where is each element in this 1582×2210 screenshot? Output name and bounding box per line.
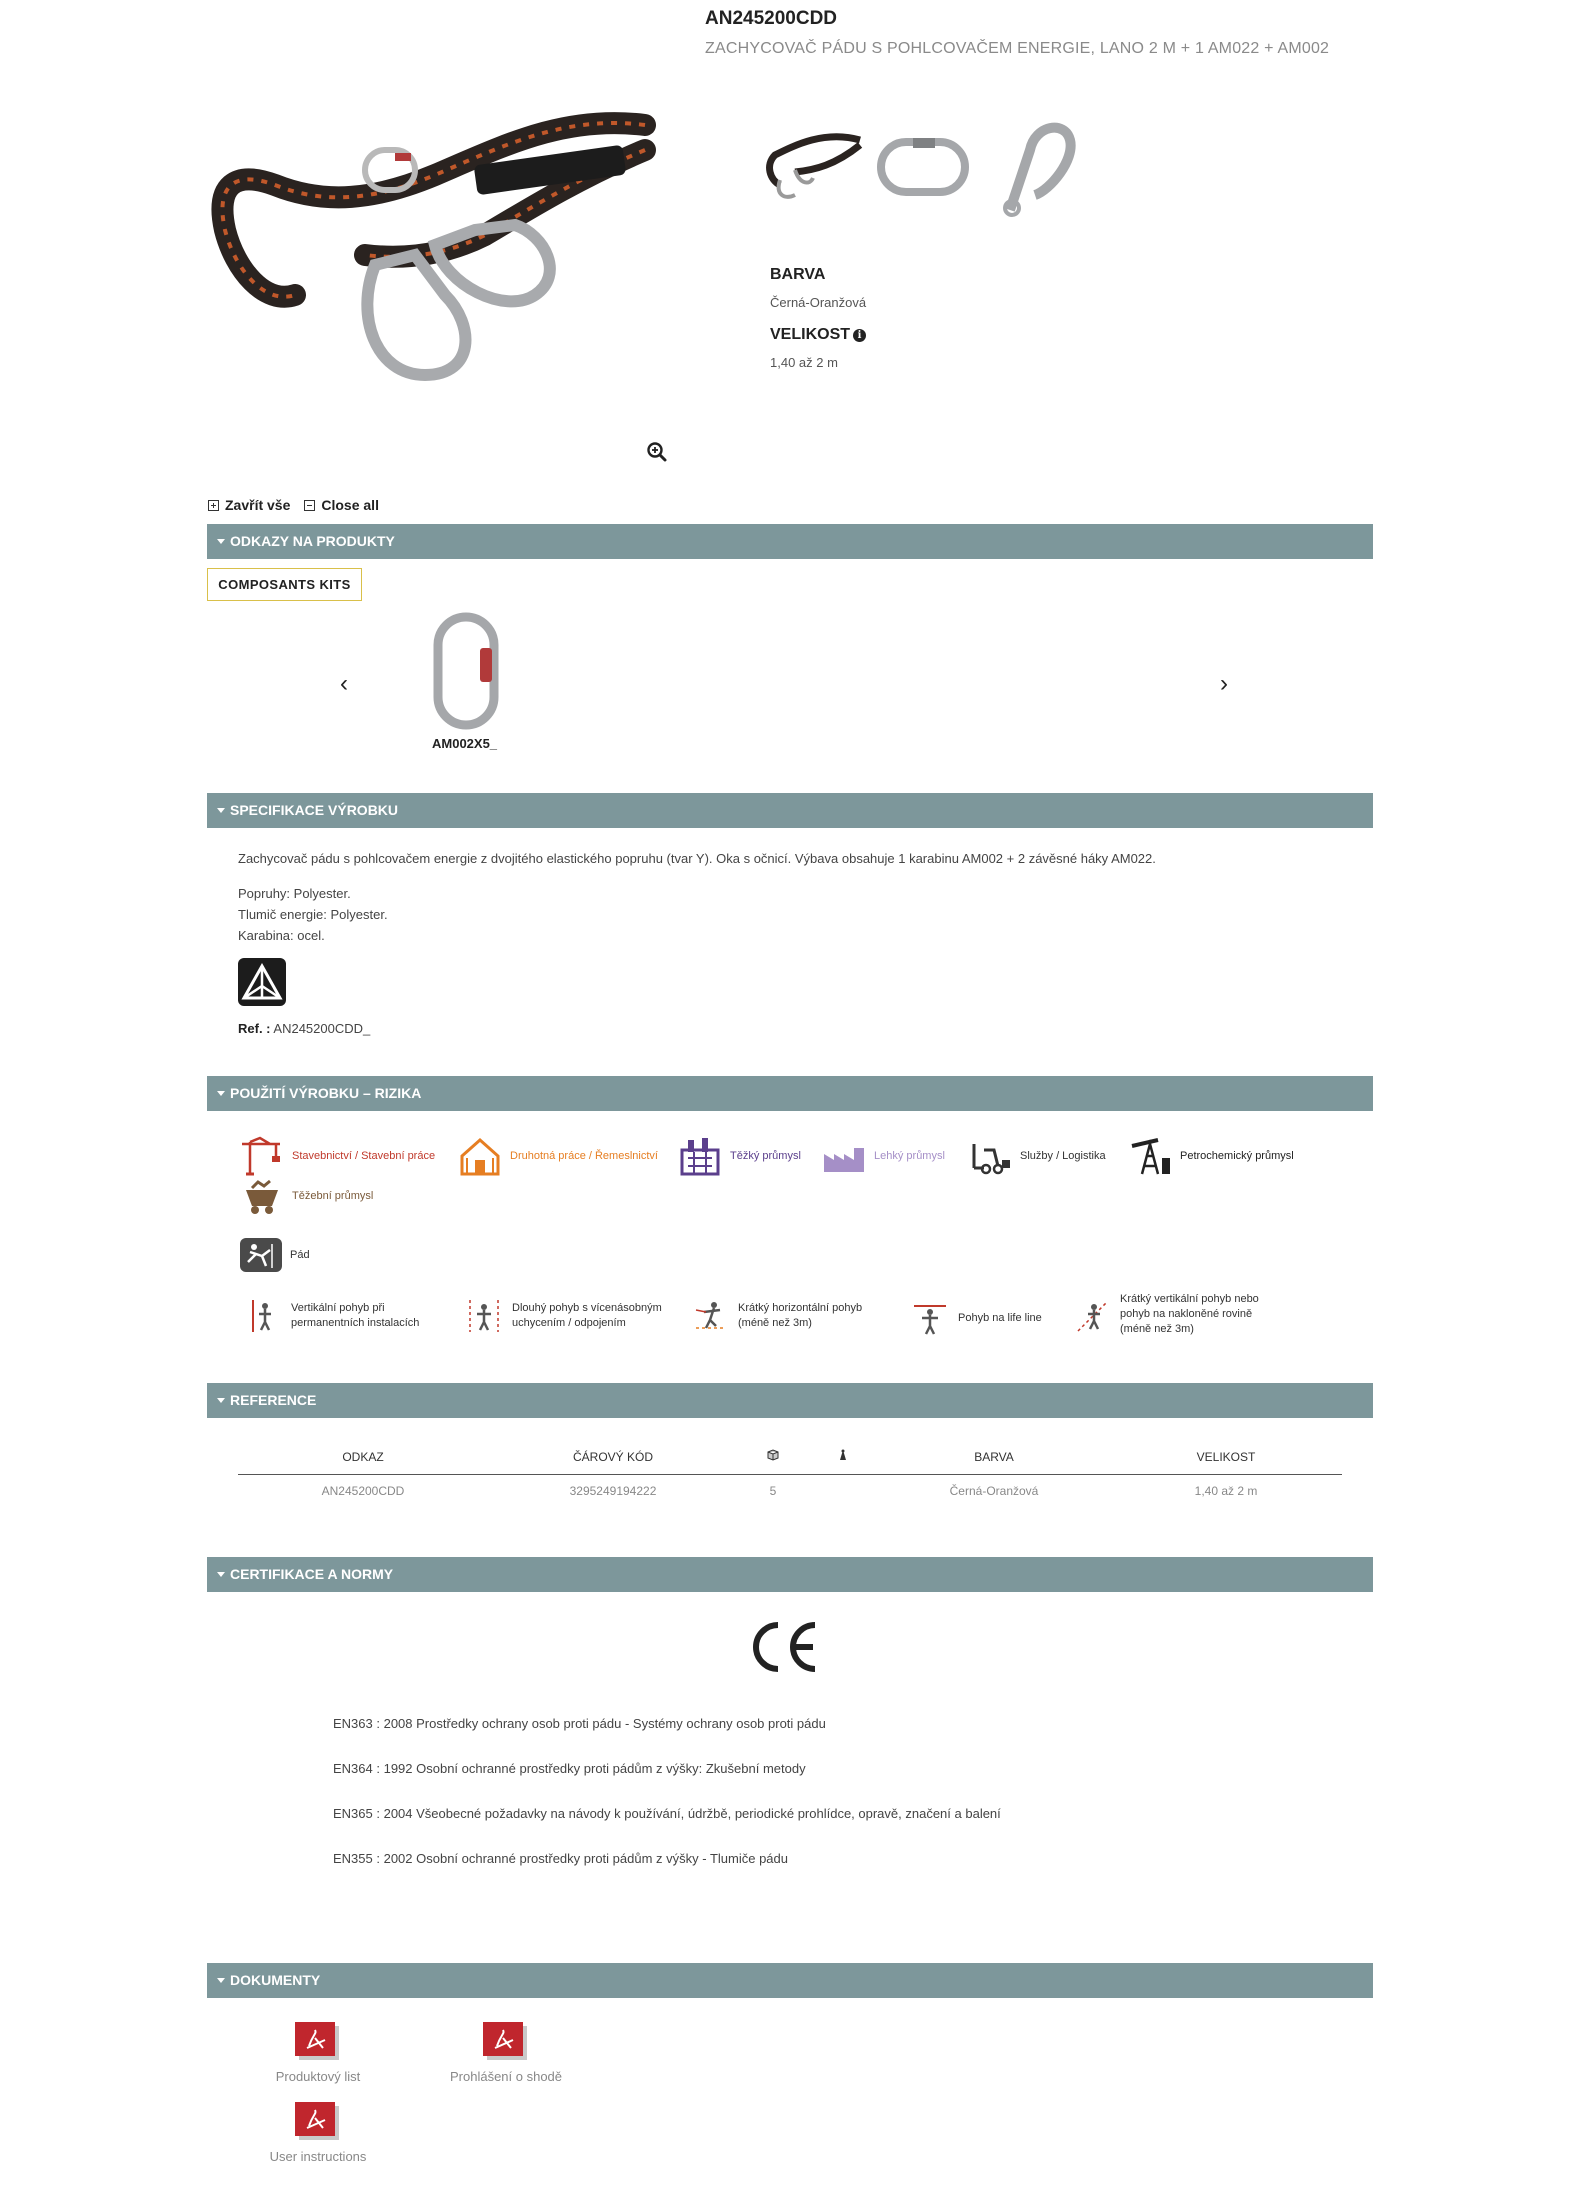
section-title: CERTIFIKACE A NORMY [230,1566,394,1582]
pdf-icon [295,2102,341,2142]
industry-heavy [678,1136,801,1176]
caret-down-icon [217,539,225,544]
open-all-toggle[interactable] [208,497,290,513]
section-title: DOKUMENTY [230,1972,321,1988]
document-declaration[interactable] [416,2022,596,2086]
oil-pump-icon [1128,1136,1172,1176]
caret-down-icon [217,808,225,813]
industry-petrochemical [1128,1136,1294,1176]
caret-down-icon [217,1091,225,1096]
carousel-next-icon[interactable]: › [1220,670,1228,697]
pdf-icon [483,2022,529,2062]
house-icon [458,1136,502,1176]
industry-logistics [968,1136,1106,1176]
industry-label: Druhotná práce / Řemeslnictví [510,1150,658,1162]
movement-vertical-permanent [245,1298,419,1334]
movement-line: (méně než 3m) [1120,1323,1194,1335]
movement-short-horizontal [692,1298,862,1334]
movement-label [291,1301,419,1331]
movement-label: Pohyb na life line [958,1311,1042,1324]
movement-line: permanentních instalacích [291,1317,420,1329]
light-factory-icon [822,1136,866,1176]
col-weight [808,1440,878,1474]
size-label [770,326,866,344]
document-label: Produktový list [275,2069,361,2084]
zoom-icon[interactable] [645,440,669,464]
movement-line: Krátký horizontální pohyb [738,1302,863,1314]
info-icon[interactable]: i [853,329,866,342]
forklift-icon [968,1136,1012,1176]
norm-item: EN364 : 1992 Osobní ochranné prostředky proti pádům z výšky: Zkušební metody [333,1761,806,1776]
kit-item-label[interactable]: AM002X5_ [432,736,498,751]
section-title: POUŽITÍ VÝROBKU – RIZIKA [230,1085,422,1101]
spec-ref-label: Ref. : [238,1021,271,1036]
industry-crafts [458,1136,658,1176]
document-label: User instructions [269,2149,367,2164]
industry-label: Těžební průmysl [292,1190,374,1202]
heavy-factory-icon [678,1136,722,1176]
col-ref: ODKAZ [238,1440,488,1474]
caret-down-icon [217,1572,225,1577]
document-label: Prohlášení o shodě [449,2069,563,2084]
norm-item: EN355 : 2002 Osobní ochranné prostředky proti pádům z výšky - Tlumiče pádu [333,1851,788,1866]
movement-line: Vertikální pohyb při [291,1302,385,1314]
movement-label [512,1301,662,1331]
cell-qty: 5 [769,1484,777,1499]
fall-icon [240,1238,282,1272]
thumb-carabiner[interactable] [873,110,973,220]
industry-label: Stavebnictví / Stavební práce [292,1150,436,1162]
horizontal-movement-icon [692,1298,728,1334]
spec-material: Karabina: ocel. [238,928,325,943]
product-code: AN245200CDD [705,8,838,29]
industry-label: Lehký průmysl [874,1150,945,1162]
col-qty [738,1440,808,1474]
document-product-sheet[interactable] [228,2022,408,2086]
mine-cart-icon [240,1176,284,1216]
close-all-toggle[interactable] [304,497,379,513]
box-icon [767,1449,779,1461]
color-label: BARVA [770,266,826,283]
ce-mark-icon [745,1617,820,1677]
spec-ref [238,1021,370,1036]
caret-down-icon [217,1978,225,1983]
size-value: 1,40 až 2 m [770,355,838,370]
color-value: Černá-Oranžová [770,295,867,310]
movement-short-vertical [1074,1292,1259,1337]
multi-anchor-icon [466,1298,502,1334]
life-line-icon [912,1300,948,1336]
reference-table [238,1440,1342,1508]
cell-size: 1,40 až 2 m [1194,1484,1258,1499]
cell-weight [808,1474,878,1508]
section-title: REFERENCE [230,1392,317,1408]
spec-material: Popruhy: Polyester. [238,886,351,901]
industry-construction [240,1136,435,1176]
tab-composants-kits[interactable]: COMPOSANTS KITS [207,568,362,601]
risk-label: Pád [290,1249,310,1261]
section-header-certification[interactable] [207,1557,1373,1592]
col-color: BARVA [878,1440,1110,1474]
open-all-label: Zavřít vše [225,497,291,513]
norm-item: EN363 : 2008 Prostředky ochrany osob proti pádu - Systémy ochrany osob proti pádu [333,1716,826,1731]
document-user-instructions[interactable] [228,2102,408,2166]
caret-down-icon [217,1398,225,1403]
product-title: ZACHYCOVAČ PÁDU S POHLCOVAČEM ENERGIE, LANO 2 M + 1 AM022 + AM002 [705,40,1330,57]
movement-life-line [912,1300,1042,1336]
movement-line: Krátký vertikální pohyb nebo [1120,1293,1259,1305]
section-header-reference[interactable] [207,1383,1373,1418]
risk-fall [240,1238,310,1272]
size-label-text: VELIKOST [770,326,851,343]
industry-mining [240,1176,373,1216]
movement-label [738,1301,862,1331]
industry-label: Těžký průmysl [730,1150,801,1162]
industry-label: Petrochemický průmysl [1180,1150,1294,1162]
plus-square-icon [208,500,219,511]
col-barcode: ČÁROVÝ KÓD [488,1440,738,1474]
movement-long-multi [466,1298,662,1334]
cell-ref: AN245200CDD [321,1484,405,1499]
table-header-row [238,1440,1342,1474]
cell-color: Černá-Oranžová [949,1484,1039,1499]
movement-label [1120,1292,1259,1337]
crane-icon [240,1136,284,1176]
incline-movement-icon [1074,1297,1110,1333]
minus-square-icon [304,500,315,511]
spec-material: Tlumič energie: Polyester. [238,907,388,922]
industry-light [822,1136,945,1176]
movement-line: uchycením / odpojením [512,1317,626,1329]
section-header-spec[interactable] [207,793,1373,828]
cell-barcode: 3295249194222 [569,1484,657,1499]
brand-logo [238,958,286,1006]
weight-icon [837,1449,849,1461]
carousel-prev-icon[interactable]: ‹ [340,670,348,697]
pdf-icon [295,2022,341,2062]
kit-item-image[interactable] [428,612,508,732]
norm-item: EN365 : 2004 Všeobecné požadavky na návody k používání, údržbě, periodické prohlídce, opravě, značení a balení [333,1806,1001,1821]
movement-line: Dlouhý pohyb s vícenásobným [512,1302,662,1314]
close-all-label: Close all [321,497,379,513]
section-title: ODKAZY NA PRODUKTY [230,533,395,549]
spec-description: Zachycovač pádu s pohlcovačem energie z dvojitého elastického popruhu (tvar Y). Oka s očnicí. Výbava obsahuje 1 karabinu AM002 + 2 závěsné háky AM022. [238,851,1156,866]
product-main-image[interactable] [205,55,680,415]
thumb-hook[interactable] [990,110,1090,220]
vertical-movement-icon [245,1298,281,1334]
thumb-lanyard[interactable] [765,110,865,220]
col-size: VELIKOST [1110,1440,1342,1474]
toggle-row [208,497,379,513]
section-header-links[interactable] [207,524,1373,559]
movement-line: (méně než 3m) [738,1317,812,1329]
section-title: SPECIFIKACE VÝROBKU [230,802,399,818]
section-header-usage[interactable] [207,1076,1373,1111]
section-header-documents[interactable] [207,1963,1373,1998]
movement-line: pohyb na nakloněné rovině [1120,1308,1253,1320]
table-row [238,1474,1342,1508]
spec-ref-value: AN245200CDD_ [273,1021,371,1036]
industry-label: Služby / Logistika [1020,1150,1106,1162]
